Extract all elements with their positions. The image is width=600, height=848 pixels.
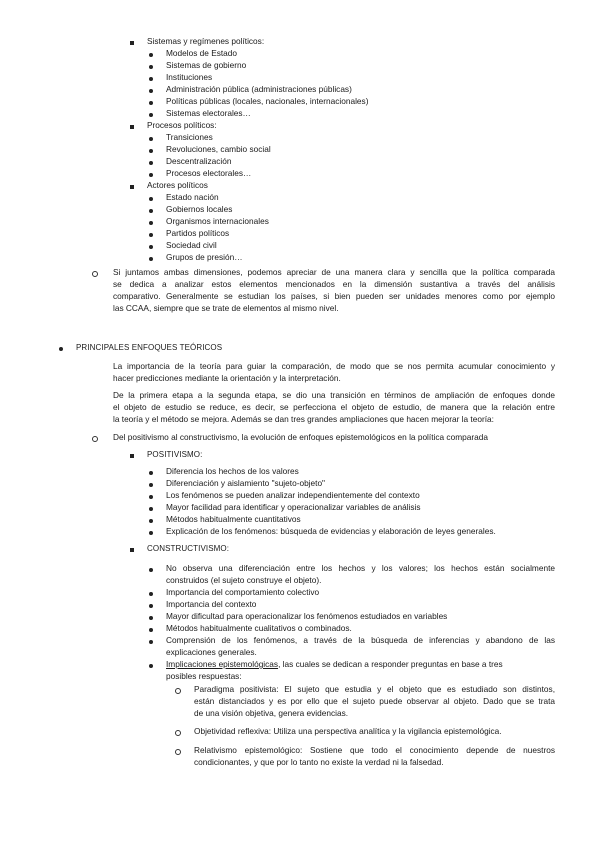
list-item: Revoluciones, cambio social: [166, 144, 271, 154]
bullet-icon: [149, 65, 153, 69]
bullet-icon: [149, 197, 153, 201]
bullet-icon: [149, 161, 153, 165]
list-item: Sociedad civil: [166, 240, 217, 250]
list-item: Organismos internacionales: [166, 216, 269, 226]
list-item: Partidos políticos: [166, 228, 230, 238]
list-item: Modelos de Estado: [166, 48, 238, 58]
bullet-icon: [149, 495, 153, 499]
sub-item: Paradigma positivista: El sujeto que estudia y el objeto que es estudiado son distintos,: [194, 684, 555, 694]
bullet-icon: [149, 531, 153, 535]
circle-bullet-icon: [175, 688, 181, 694]
evolution-heading: Del positivismo al constructivismo, la evolución de enfoques epistemológicos en la política comparada: [113, 432, 488, 442]
list-item: Descentralización: [166, 156, 232, 166]
list-item: Procesos electorales…: [166, 168, 252, 178]
bullet-icon: [149, 604, 153, 608]
list-item: Sistemas electorales…: [166, 108, 251, 118]
list-item: Mayor facilidad para identificar y operacionalizar variables de análisis: [166, 502, 421, 512]
bullet-icon: [149, 209, 153, 213]
list-item: Mayor dificultad para operacionalizar los fenómenos estudiados en variables: [166, 611, 448, 621]
list-item-continuation: posibles respuestas:: [166, 671, 242, 681]
bullet-icon: [149, 507, 153, 511]
list-item: Importancia del contexto: [166, 599, 257, 609]
paragraph-line: las CCAA, siempre que se trate de elementos al mismo nivel.: [113, 303, 339, 313]
bullet-icon: [149, 257, 153, 261]
square-bullet-icon: [130, 454, 134, 458]
bullet-icon: [59, 347, 63, 351]
implicaciones-link: Implicaciones epistemológicas: [166, 659, 279, 669]
paragraph-line: se dedica a analizar estos elementos mencionados en la dimensión sustantiva a través del análisis: [113, 279, 555, 289]
circle-bullet-icon: [175, 730, 181, 736]
bullet-icon: [149, 173, 153, 177]
bullet-icon: [149, 137, 153, 141]
list-item: Transiciones: [166, 132, 213, 142]
square-bullet-icon: [130, 548, 134, 552]
sub-item: condicionantes, y que por lo tanto no existe la verdad ni la falsedad.: [194, 757, 444, 767]
sub-item: de una visión objetiva, genera evidencias.: [194, 708, 349, 718]
list-item: Estado nación: [166, 192, 219, 202]
sub-item: están distanciados y es por ello que el sujeto puede observar al objeto. Dado que se trata: [194, 696, 555, 706]
circle-bullet-icon: [92, 436, 98, 442]
list-item: Grupos de presión…: [166, 252, 243, 262]
sub-item: Objetividad reflexiva: Utiliza una perspectiva analítica y la vigilancia epistemológica.: [194, 726, 502, 736]
list-heading: Procesos políticos:: [147, 120, 217, 130]
bullet-icon: [149, 568, 153, 572]
circle-bullet-icon: [92, 271, 98, 277]
bullet-icon: [149, 519, 153, 523]
bullet-icon: [149, 113, 153, 117]
paragraph-line: La importancia de la teoría para guiar la comparación, de modo que se nos permita acumular conocimiento y: [113, 361, 555, 371]
paragraph-line: la teoría y el método se mejora. Además se dan tres grandes ampliaciones que hacen mejorar la teoría:: [113, 414, 494, 424]
list-item: Explicación de los fenómenos: búsqueda de evidencias y elaboración de leyes generales.: [166, 526, 496, 536]
list-item: Importancia del comportamiento colectivo: [166, 587, 320, 597]
paragraph-line: el objeto de estudio se reduce, es decir, se perfecciona el objeto de estudio, de manera que la relación entre: [113, 402, 555, 412]
bullet-icon: [149, 221, 153, 225]
square-bullet-icon: [130, 185, 134, 189]
list-item: Instituciones: [166, 72, 213, 82]
bullet-icon: [149, 53, 153, 57]
bullet-icon: [149, 616, 153, 620]
list-item: Los fenómenos se pueden analizar independientemente del contexto: [166, 490, 420, 500]
list-item: Métodos habitualmente cualitativos o combinados.: [166, 623, 352, 633]
square-bullet-icon: [130, 41, 134, 45]
list-item: Sistemas de gobierno: [166, 60, 247, 70]
list-heading: CONSTRUCTIVISMO:: [147, 544, 230, 553]
list-item-continuation: construidos (el sujeto construye el objeto).: [166, 575, 322, 585]
list-item: No observa una diferenciación entre los hechos y los valores; los hechos están socialmente: [166, 563, 555, 573]
list-item: Administración pública (administraciones públicas): [166, 84, 352, 94]
bullet-icon: [149, 77, 153, 81]
bullet-icon: [149, 640, 153, 644]
bullet-icon: [149, 664, 153, 668]
paragraph-line: De la primera etapa a la segunda etapa, se dio una transición en términos de ampliación de enfoques donde: [113, 390, 555, 400]
list-item: Métodos habitualmente cuantitativos: [166, 514, 301, 524]
paragraph-line: hacer predicciones mediante la orientación y la interpretación.: [113, 373, 341, 383]
paragraph-line: Si juntamos ambas dimensiones, podemos apreciar de una manera clara y sencilla que la política comparada: [113, 267, 555, 277]
list-item: Implicaciones epistemológicas, las cuales se dedican a responder preguntas en base a tres: [166, 659, 503, 669]
bullet-icon: [149, 233, 153, 237]
bullet-icon: [149, 592, 153, 596]
bullet-icon: [149, 89, 153, 93]
list-item: Políticas públicas (locales, nacionales, internacionales): [166, 96, 369, 106]
bullet-icon: [149, 101, 153, 105]
circle-bullet-icon: [175, 749, 181, 755]
sub-item: Relativismo epistemológico: Sostiene que todo el conocimiento depende de nuestros: [194, 745, 555, 755]
paragraph-line: comparativo. Generalmente se estudian los países, si bien pueden ser unidades menores como por ejemplo: [113, 291, 555, 301]
list-heading: Actores políticos: [147, 180, 208, 190]
list-item: Diferenciación y aislamiento "sujeto-objeto": [166, 478, 326, 488]
bullet-icon: [149, 149, 153, 153]
list-heading: POSITIVISMO:: [147, 450, 203, 459]
list-item: Comprensión de los fenómenos, a través de la búsqueda de inferencias y abandono de las: [166, 635, 555, 645]
list-item: Diferencia los hechos de los valores: [166, 466, 299, 476]
list-item: Gobiernos locales: [166, 204, 233, 214]
bullet-icon: [149, 245, 153, 249]
list-heading: Sistemas y regímenes políticos:: [147, 36, 265, 46]
bullet-icon: [149, 628, 153, 632]
bullet-icon: [149, 483, 153, 487]
list-item-continuation: explicaciones generales.: [166, 647, 257, 657]
bullet-icon: [149, 471, 153, 475]
square-bullet-icon: [130, 125, 134, 129]
section-heading: PRINCIPALES ENFOQUES TEÓRICOS: [76, 343, 223, 352]
